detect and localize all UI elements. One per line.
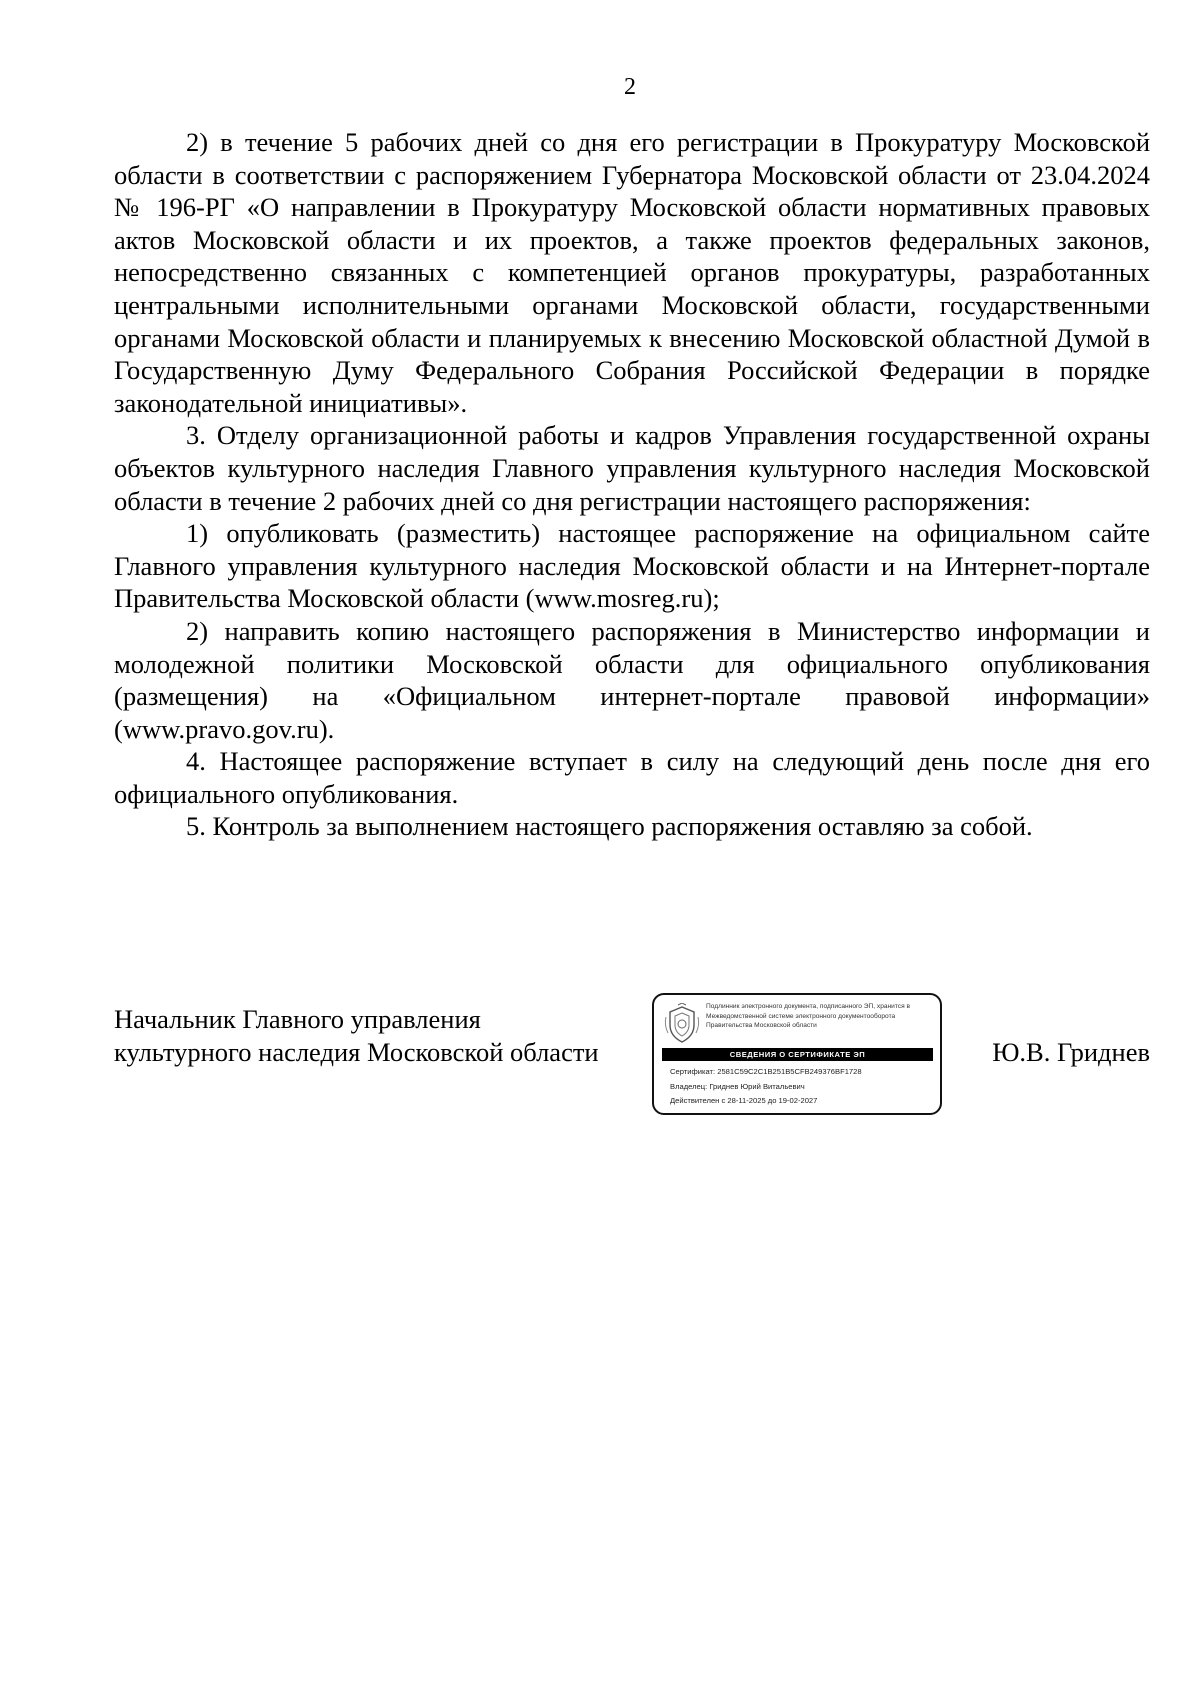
stamp-certificate-number: Сертификат: 2581C59C2C1B251B5CFB249376BF1728 [670,1067,862,1076]
coat-of-arms-icon [662,1003,702,1045]
paragraph-clause-4: 4. Настоящее распоряжение вступает в силу на следующий день после дня его официального опубликования. [114,746,1150,809]
stamp-validity: Действителен с 28-11-2025 до 19-02-2027 [670,1096,818,1105]
signatory-name: Ю.В. Гриднев [992,1037,1150,1067]
paragraph-item-1-publish: 1) опубликовать (разместить) настоящее распоряжение на официальном сайте Главного управления культурного наследия Московской области и на Интернет-портале Правительства Московской области (www.mosreg.ru); [114,518,1150,614]
page-number: 2 [624,74,636,100]
stamp-details [670,1065,935,1109]
paragraph-item-2-prosecutor: 2) в течение 5 рабочих дней со дня его регистрации в Прокуратуру Московской области в соответствии с распоряжением Губернатора Московской области от 23.04.2024 № 196-РГ «О направлении в Прокуратуру Московской области нормативных правовых актов Московской области и их проектов, а также проектов федеральных законов, непосредственно связанных с компетенцией органов прокуратуры, разработанных центральными исполнительными органами Московской области, государственными органами Московской области и планируемых к внесению Московской областной Думой в Государственную Думу Федерального Собрания Российской Федерации в порядке законодательной инициативы». [114,127,1150,418]
stamp-owner: Владелец: Гриднев Юрий Витальевич [670,1081,805,1091]
signatory-title-line-1: Начальник Главного управления [114,1004,481,1034]
document-body [114,126,1150,843]
paragraph-clause-3: 3. Отделу организационной работы и кадров Управления государственной охраны объектов культурного наследия Главного управления культурного наследия Московской области в течение 2 рабочих дней со дня регистрации настоящего распоряжения: [114,420,1150,516]
stamp-note: Подлинник электронного документа, подписанного ЭП, хранится в Межведомственной системе электронного документооборота Правительства Московской области [706,1003,911,1030]
paragraph-item-2-send-copy: 2) направить копию настоящего распоряжения в Министерство информации и молодежной политики Московской области для официального опубликования (размещения) на «Официальном интернет-портале правовой информации» (www.pravo.gov.ru). [114,615,1150,744]
signatory-title [114,1003,599,1069]
electronic-signature-stamp [652,993,942,1115]
stamp-certificate-header: СВЕДЕНИЯ О СЕРТИФИКАТЕ ЭП [662,1048,933,1061]
signatory-title-line-2: культурного наследия Московской области [114,1037,599,1067]
paragraph-clause-5: 5. Контроль за выполнением настоящего распоряжения оставляю за собой. [186,811,1033,842]
